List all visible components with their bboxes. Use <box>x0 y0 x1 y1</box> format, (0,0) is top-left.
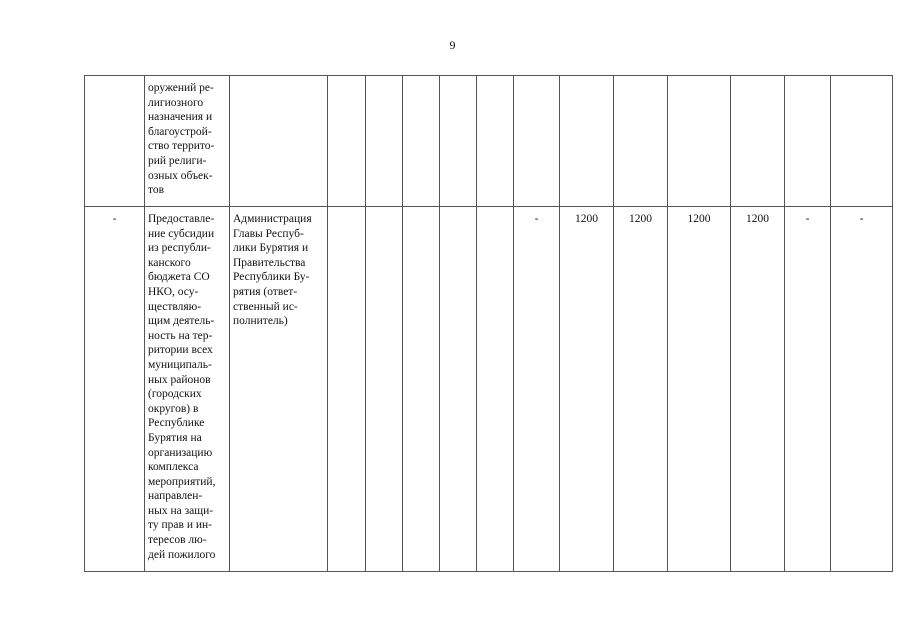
row-number-cell: - <box>85 207 145 572</box>
funding-cell: 1200 <box>668 207 731 572</box>
placeholder-cell <box>403 76 440 207</box>
funding-cell <box>785 76 831 207</box>
placeholder-cell <box>514 76 560 207</box>
placeholder-cell <box>477 76 514 207</box>
program-table <box>84 75 893 572</box>
row-number-cell <box>85 76 145 207</box>
placeholder-cell <box>440 76 477 207</box>
placeholder-cell <box>366 76 403 207</box>
funding-cell <box>731 76 785 207</box>
page-number: 9 <box>449 38 456 52</box>
value-cell <box>366 207 403 572</box>
value-cell <box>328 207 366 572</box>
executor-cell <box>230 76 328 207</box>
value-cell <box>477 207 514 572</box>
placeholder-cell <box>328 76 366 207</box>
funding-cell <box>831 76 893 207</box>
table-row <box>85 76 893 207</box>
funding-cell: 1200 <box>560 207 614 572</box>
funding-cell <box>668 76 731 207</box>
funding-cell <box>614 76 668 207</box>
funding-cell <box>560 76 614 207</box>
value-cell: - <box>514 207 560 572</box>
funding-cell: 1200 <box>731 207 785 572</box>
value-cell <box>403 207 440 572</box>
executor-cell: Администрация Главы Респуб- лики Бурятия и Правительства Республики Бу- рятия (ответ- ственный ис- полнитель) <box>230 207 328 572</box>
funding-cell: 1200 <box>614 207 668 572</box>
funding-cell: - <box>785 207 831 572</box>
activity-name-cell: Предоставле- ние субсидии из республи- канского бюджета СО НКО, осу- ществляю- щим деятель- ность на тер- ритории всех муниципаль- ных районов (городских округов) в Республике Бурятия на организацию комплекса мероприятий, направлен- ных на защи- ту прав и ин- тересов лю- дей пожилого <box>145 207 230 572</box>
value-cell <box>440 207 477 572</box>
activity-name-cell: оружений ре- лигиозного назначения и благоустрой- ство террито- рий религи- озных объек- тов <box>145 76 230 207</box>
table-row <box>85 207 893 572</box>
funding-cell: - <box>831 207 893 572</box>
